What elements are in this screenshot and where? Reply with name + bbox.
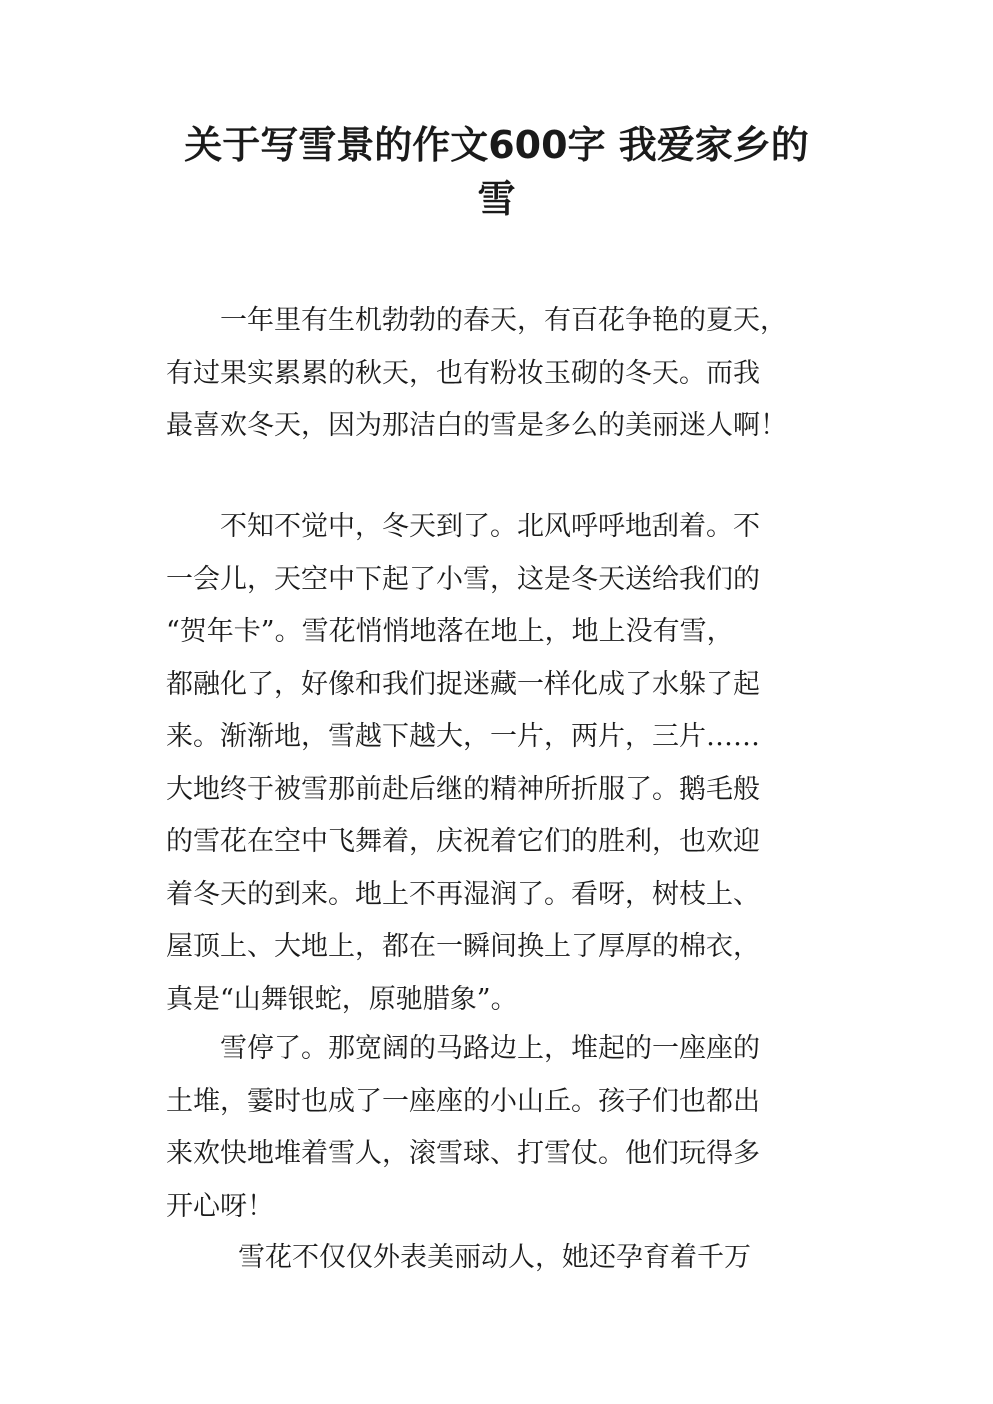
text-line: 的雪花在空中飞舞着，庆祝着它们的胜利，也欢迎 [166,826,760,857]
text-line: 一年里有生机勃勃的春天，有百花争艳的夏天， [220,305,787,336]
paragraph-text [166,295,834,453]
text-line: 着冬天的到来。地上不再湿润了。看呀，树枝上、 [166,878,760,910]
text-line: 有过果实累累的秋天，也有粉妆玉砌的冬天。而我 [166,357,760,389]
paragraph-4 [184,1232,852,1285]
paragraph-1 [166,295,834,453]
text-line: 不知不觉中，冬天到了。北风呼呼地刮着。不 [220,511,760,542]
text-line: 土堆，霎时也成了一座座的小山丘。孩子们也都出 [166,1085,760,1117]
text-line: 屋顶上、大地上，都在一瞬间换上了厚厚的棉衣， [166,931,760,962]
text-line: 开心呀！ [166,1190,274,1222]
paragraph-text [166,501,834,1026]
text-line: 大地终于被雪那前赴后继的精神所折服了。鹅毛般 [166,773,760,805]
text-line: “贺年卡”。雪花悄悄地落在地上，地上没有雪， [166,616,734,647]
text-line: 最喜欢冬天，因为那洁白的雪是多么的美丽迷人啊！ [166,410,787,441]
text-line: 来。渐渐地，雪越下越大，一片，两片，三片…… [166,721,760,752]
title-line: 关于写雪景的作文600字 我爱家乡的 [184,123,809,167]
text-line: 雪花不仅仅外表美丽动人，她还孕育着千万 [238,1242,751,1273]
text-line: 都融化了，好像和我们捉迷藏一样化成了水躲了起 [166,668,760,700]
text-line: 真是“山舞银蛇，原驰腊象”。 [166,983,518,1015]
title-line: 雪 [477,177,516,221]
paragraph-text [184,1232,852,1285]
text-line: 来欢快地堆着雪人，滚雪球、打雪仗。他们玩得多 [166,1138,760,1169]
document-title [150,118,843,226]
paragraph-2 [166,501,834,1026]
text-line: 雪停了。那宽阔的马路边上，堆起的一座座的 [220,1033,760,1064]
text-line: 一会儿，天空中下起了小雪，这是冬天送给我们的 [166,563,760,595]
paragraph-text [166,1023,834,1233]
paragraph-3 [166,1023,834,1233]
